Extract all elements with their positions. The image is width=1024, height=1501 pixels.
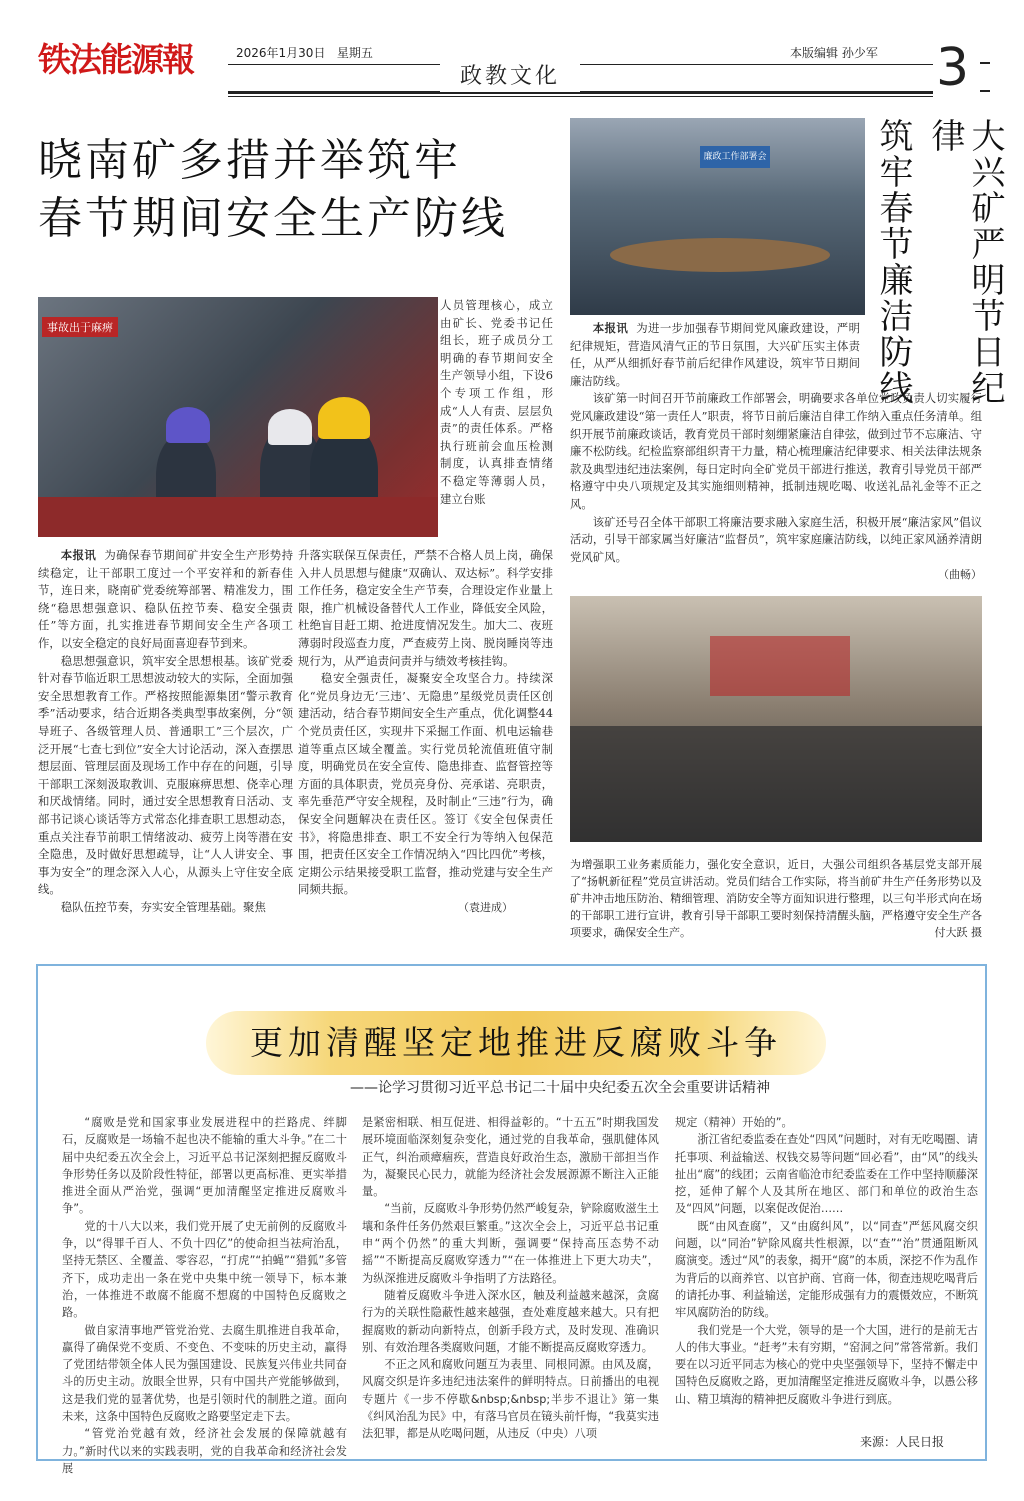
photo-credit: 付大跃 摄 — [934, 926, 982, 939]
lead-label: 本报讯 — [60, 548, 97, 562]
page-number-rule — [980, 62, 990, 64]
byline: （曲畅） — [938, 568, 982, 582]
commentary-subtitle: ——论学习贯彻习近平总书记二十届中央纪委五次全会重要讲话精神 — [350, 1080, 770, 1096]
commentary-title: 更加清醒坚定地推进反腐败斗争 — [250, 1023, 782, 1062]
page-editor: 本版编辑 孙少军 — [790, 46, 878, 60]
paragraph: 稳思想强意识，筑牢安全思想根基。该矿党委针对春节临近职工思想波动较大的实际，全面加强安全思想教育工作。严格按照能源集团“警示教育季”活动要求，结合近期各类典型事故案例，分“领导班子、各级管理人员、普通职工”三个层次，广泛开展“七查七到位”安全大讨论活动，深入查摆思想层面、管理层面及现场工作中存在的问题，引导干部职工深刻汲取教训、克服麻痹思想、侥幸心理和厌战情绪。同时，通过安全思想教育日活动、支部书记谈心谈话等方式常态化排查职工思想动态，重点关注春节前职工情绪波动、疲劳上岗等潜在安全隐患，及时做好思想疏导，让“人人讲安全、事事为安全”的理念深入人心，从源头上守住安全底线。 — [38, 653, 293, 897]
vertical-headline-line1: 大兴矿严明节日纪律 — [925, 118, 1005, 406]
page-number-rule — [980, 90, 990, 92]
paragraph: 不正之风和腐败问题互为表里、同根同源。由风及腐，风腐交织是许多违纪违法案件的鲜明特点。日前播出的电视专题片《一步不停歇&nbsp;&nbsp;半步不退让》第一集《纠风治乱为民》中，有落马官员在镜头前忏悔，“我莫实违法犯罪，都是从吃喝问题，从违反（中央）八项 — [362, 1358, 659, 1441]
paragraph: 该矿还号召全体干部职工将廉洁要求融入家庭生活，积极开展“廉洁家风”倡议活动，引导干部家属当好廉洁“监督员”，筑牢家庭廉洁防线，以纯正家风涵养清朗党风矿风。 — [570, 514, 982, 564]
paragraph: “当前，反腐败斗争形势仍然严峻复杂，铲除腐败滋生土壤和条件任务仍然艰巨繁重。”这次全会上，习近平总书记重申“两个仍然”的重大判断，强调要“保持高压态势不动摇”“不断提高反腐败穿透力”“在一体推进上下更大功夫”，为纵深推进反腐败斗争指明了方法路径。 — [362, 1202, 659, 1285]
paragraph: 浙江省纪委监委在查处“四风”问题时，对有无吃喝圈、请托事项、利益输送、权钱交易等问题“回必看”，由“风”的线头扯出“腐”的线团；云南省临沧市纪委监委在工作中坚持顺藤深挖，延伸了解个人及其所在地区、部门和单位的政治生态及“四风”问题，以案促改促治…… — [675, 1133, 978, 1216]
commentary-column-1 — [62, 1114, 347, 1477]
paragraph: 规定（精神）开始的”。 — [675, 1116, 793, 1129]
paragraph: 稳安全强责任，凝聚安全攻坚合力。持续深化“党员身边无‘三违’、无隐患”星级党员责任区创建活动，结合春节期间安全生产重点，优化调整44个党员责任区，实现井下采掘工作面、机电运输巷道等重点区域全覆盖。实行党员轮流值班值守制度，明确党员在安全宣传、隐患排查、监督管控等方面的具体职责，党员亮身份、亮承诺、亮职责，率先垂范严守安全规程，及时制止“三违”行为，确保安全问题解决在责任区。签订《安全包保责任书》，将隐患排查、职工不安全行为等纳入包保范围，把责任区安全工作情况纳入“四比四优”考核，定期公示结果接受职工监督，推动党建与安全生产同频共振。 — [298, 671, 553, 897]
paragraph: 是紧密相联、相互促进、相得益彰的。“十五五”时期我国发展环境面临深刻复杂变化，通过党的自我革命，强肌健体风正气，纠治顽瘴痼疾，营造良好政治生态，激励干部担当作为，凝聚民心民力，就能为经济社会发展源源不断注入正能量。 — [362, 1116, 659, 1199]
section-title: 政教文化 — [440, 62, 580, 92]
paragraph: 人员管理核心，成立由矿长、党委书记任组长，班子成员分工明确的春节期间安全生产领导小组，下设6个专项工作组，形成“人人有责、层层负责”的责任体系。严格执行班前会血压检测制度，认真排查情绪不稳定等薄弱人员，建立台账 — [440, 298, 553, 506]
header-rule — [228, 64, 933, 65]
photo-caption — [570, 856, 982, 941]
issue-weekday: 星期五 — [336, 46, 373, 60]
article2-body — [570, 320, 982, 584]
commentary-column-3 — [675, 1114, 978, 1408]
headline-line: 春节期间安全生产防线 — [38, 193, 508, 244]
paragraph: 该矿第一时间召开节前廉政工作部署会，明确要求各单位党政负责人切实履行党风廉政建设“第一责任人”职责，将节日前后廉洁自律工作纳入重点任务清单。组织开展节前廉政谈话，教育党员干部时刻绷紧廉洁自律弦，做到过节不忘廉洁、守廉不松防线。纪检监察部组织青干力量，精心梳理廉洁纪律要求、相关法律法规条款及典型违纪违法案例，每日定时向全矿党员干部进行推送，教育引导党员干部严格遵守中央八项规定及其实施细则精神，抵制违规吃喝、收送礼品礼金等不正之风。 — [570, 391, 982, 511]
paragraph: “腐败是党和国家事业发展进程中的拦路虎、绊脚石，反腐败是一场输不起也决不能输的重大斗争。”在二十届中央纪委五次全会上，习近平总书记深刻把握反腐败斗争形势任务以及阶段性特征，部署以更高标准、更实举措推进全面从严治党，强调“更加清醒坚定推进反腐败斗争”。 — [62, 1116, 347, 1216]
paragraph: 我们党是一个大党，领导的是一个大国，进行的是前无古人的伟大事业。“赶考”未有穷期，“窑洞之问”常答常新。我们要在以习近平同志为核心的党中央坚强领导下，坚持不懈走中国特色反腐败之路，更加清醒坚定推进反腐败斗争，以愚公移山、精卫填海的精神把反腐败斗争进行到底。 — [675, 1323, 978, 1406]
paragraph: 党的十八大以来，我们党开展了史无前例的反腐败斗争，以“得罪千百人、不负十四亿”的使命担当祛疴治乱，坚持无禁区、全覆盖、零容忍，“打虎”“拍蝇”“猎狐”多管齐下，成功走出一条在党中央集中统一领导下，标本兼治，一体推进不敢腐不能腐不想腐的中国特色反腐败之路。 — [62, 1219, 347, 1320]
lead-label: 本报讯 — [592, 321, 629, 335]
byline: （袁进成） — [458, 900, 513, 914]
miners-photo — [38, 297, 438, 537]
vertical-headline-line2: 筑牢春节廉洁防线 — [873, 118, 913, 406]
paragraph: 本报讯 为进一步加强春节期间党风廉政建设，严明纪律规矩，营造风清气正的节日氛围，大兴矿压实主体责任，从严从细抓好春节前后纪律作风建设，筑牢节日期间廉洁防线。 — [570, 321, 860, 388]
commentary-source: 来源：人民日报 — [860, 1435, 945, 1449]
paragraph: 既“由风查腐”，又“由腐纠风”，以“同查”严惩风腐交织问题，以“同治”铲除风腐共性根源，以“查”“治”贯通阻断风腐演变。透过“风”的表象，揭开“腐”的本质，深挖不作为乱作为背后的以商养官、以官护商、官商一体，彻查违规吃喝背后的请托办事、利益输送，定能形成强有力的震慑效应，不断筑牢风腐防治的防线。 — [675, 1219, 978, 1320]
issue-date: 2026年1月30日 — [236, 46, 326, 60]
article-column-1 — [38, 547, 293, 916]
article-column-2 — [298, 547, 553, 916]
paragraph: 升落实联保互保责任，严禁不合格人员上岗，确保入井人员思想与健康“双确认、双达标”。科学安排工作任务，稳定安全生产节奏，合理设定作业量上限，推广机械设备替代人工作业，降低安全风险，杜绝盲目赶工期、抢进度情况发生。加大二、夜班薄弱时段巡查力度，严查疲劳上岗、脱岗睡岗等违规行为，从严追责问责并与绩效考核挂钩。 — [298, 548, 553, 668]
article-wrap-text — [440, 297, 553, 508]
masthead-logo: 铁法能源報 — [38, 38, 212, 82]
dateline — [236, 44, 373, 61]
paragraph: 稳队伍控节奏，夯实安全管理基础。聚焦 — [60, 899, 266, 914]
page-number: 3 — [936, 38, 970, 98]
paragraph: 随着反腐败斗争进入深水区，触及利益越来越深，贪腐行为的关联性隐蔽性越来越强，查处难度越来越大。只有把握腐败的新动向新特点，创新手段方式，及时发现、准确识别、有效治理各类腐败问题，才能不断提高反腐败穿透力。 — [362, 1288, 659, 1354]
headline-line: 晓南矿多措并举筑牢 — [38, 135, 461, 186]
paragraph: “管党治党越有效，经济社会发展的保障就越有力。”新时代以来的实践表明，党的自我革命和经济社会发展 — [62, 1427, 347, 1475]
meeting-screen: 廉政工作部署会 — [700, 146, 770, 168]
header-rule-thin — [228, 96, 933, 97]
meeting-photo — [570, 118, 865, 315]
presentation-photo — [570, 596, 982, 842]
paragraph: 本报讯 为确保春节期间矿井安全生产形势持续稳定，让干部职工度过一个平安祥和的新春佳节，连日来，晓南矿党委统筹部署、精准发力，围绕“稳思想强意识、稳队伍控节奏、稳安全强责任”等方面，扎实推进春节期间安全生产各项工作，以安全稳定的良好局面喜迎春节到来。 — [38, 548, 293, 650]
paragraph: 做自家清事地严管党治党、去腐生肌推进自我革命，赢得了确保党不变质、不变色、不变味的历史主动，赢得了党团结带领全体人民为强国建设、民族复兴伟业共同奋斗的历史主动。放眼全世界，只有中国共产党能够做到，这是我们党的显著优势，也是引领时代的制胜之道。面向未来，这条中国特色反腐败之路要坚定走下去。 — [62, 1323, 347, 1424]
safety-sign: 事故出于麻痹 — [42, 317, 118, 337]
commentary-column-2 — [362, 1114, 659, 1443]
caption-text: 为增强职工业务素质能力，强化安全意识，近日，大强公司组织各基层党支部开展了“扬帆新征程”党员宣讲活动。党员们结合工作实际，将当前矿井生产任务形势以及矿井冲击地压防治、精细管理、消防安全等方面知识进行整理，以三句半形式向在场的干部职工进行宣讲，教育引导干部职工要时刻保持清醒头脑，严格遵守安全生产各项要求，确保安全生产。 — [570, 858, 982, 939]
header-rule-thick — [228, 91, 933, 94]
article-headline — [38, 132, 558, 248]
